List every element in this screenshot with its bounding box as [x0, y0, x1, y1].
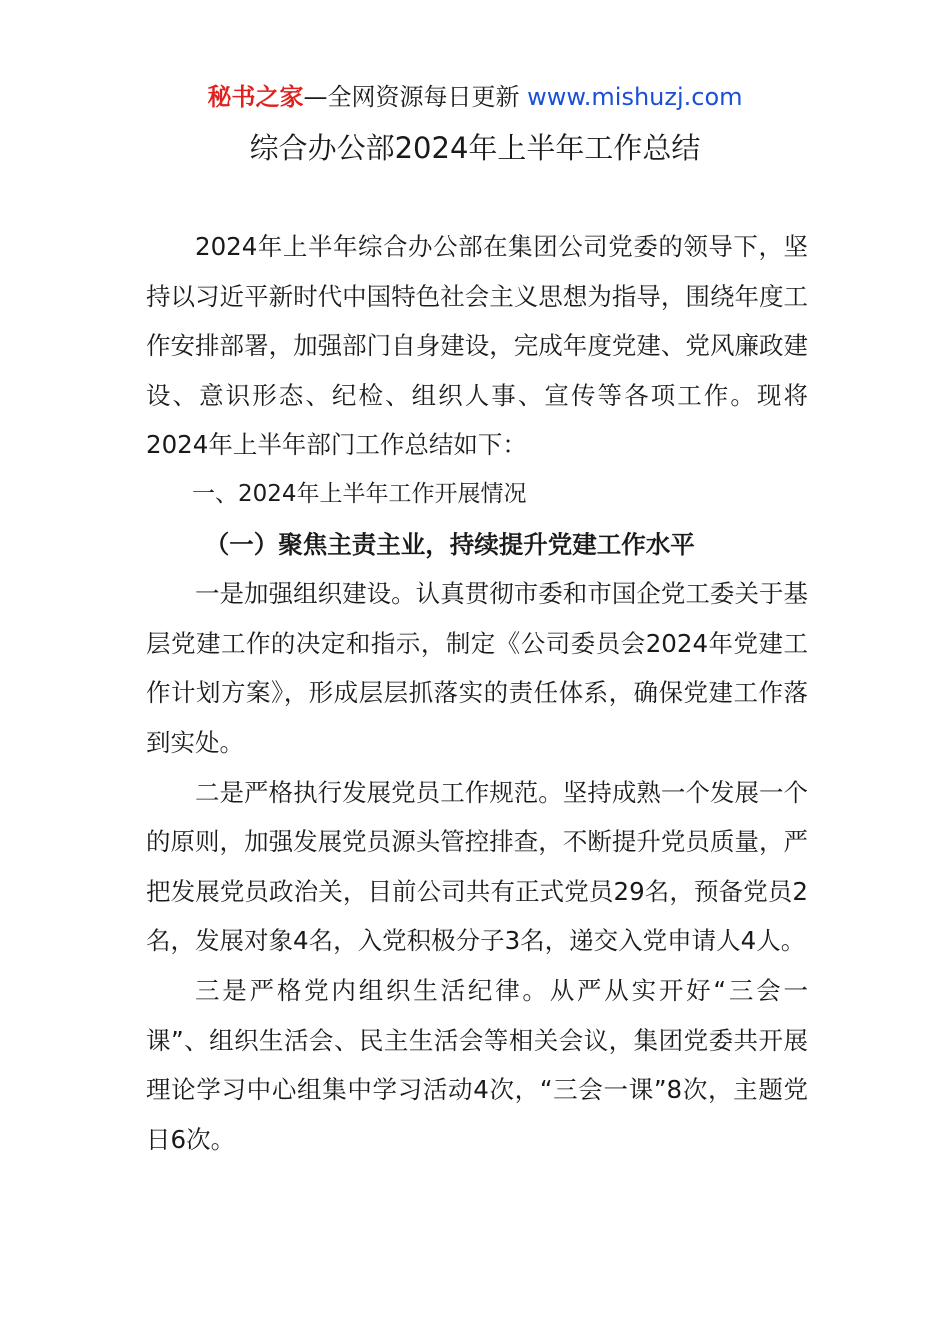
site-url-link[interactable]: www.mishuzj.com — [527, 83, 743, 111]
intro-paragraph: 2024年上半年综合办公部在集团公司党委的领导下，坚持以习近平新时代中国特色社会主义思想为指导，围绕年度工作安排部署，加强部门自身建设，完成年度党建、党风廉政建设、意识形态、纪检、组织人事、宣传等各项工作。现将2024年上半年部门工作总结如下： — [146, 232, 808, 460]
body-paragraph: 三是严格党内组织生活纪律。从严从实开好“三会一课”、组织生活会、民主生活会等相关会议，集团党委共开展理论学习中心组集中学习活动4次，“三会一课”8次，主题党日6次。 — [146, 975, 808, 1154]
body-paragraph: 二是严格执行发展党员工作规范。坚持成熟一个发展一个的原则，加强发展党员源头管控排查，不断提升党员质量，严把发展党员政治关，目前公司共有正式党员29名，预备党员2名，发展对象4名，入党积极分子3名，递交入党申请人4人。 — [146, 777, 808, 956]
brand-name: 秘书之家 — [207, 83, 304, 111]
subsection-heading: （一）聚焦主责主业，持续提升党建工作水平 — [204, 529, 695, 559]
banner-tagline: —全网资源每日更新 — [303, 83, 520, 111]
section-heading: 一、2024年上半年工作开展情况 — [192, 480, 527, 507]
site-banner — [0, 80, 950, 114]
document-body — [146, 222, 808, 1164]
body-paragraph: 一是加强组织建设。认真贯彻市委和市国企党工委关于基层党建工作的决定和指示，制定《公司委员会2024年党建工作计划方案》，形成层层抓落实的责任体系，确保党建工作落到实处。 — [146, 579, 808, 757]
document-title: 综合办公部2024年上半年工作总结 — [249, 131, 701, 165]
